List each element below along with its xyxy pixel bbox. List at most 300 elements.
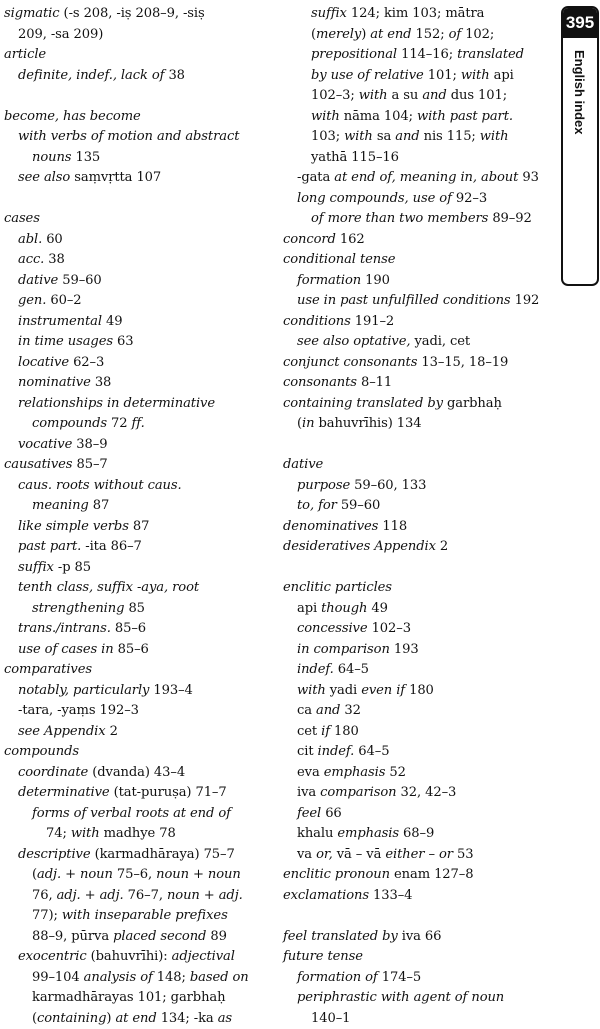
index-text: iva 66 bbox=[398, 929, 442, 944]
index-text: 102; bbox=[461, 27, 494, 42]
index-text: 85–6 bbox=[114, 642, 149, 657]
index-term-italic: purpose bbox=[297, 478, 350, 493]
index-term-italic: trans./intrans. bbox=[18, 621, 111, 636]
index-term-italic: strengthening bbox=[32, 601, 124, 616]
index-line bbox=[4, 373, 272, 394]
index-line bbox=[283, 230, 553, 251]
index-term-italic: notably, particularly bbox=[18, 683, 149, 698]
index-line bbox=[283, 681, 553, 702]
index-text: 85–6 bbox=[111, 621, 146, 636]
index-term-italic: suffix bbox=[18, 560, 54, 575]
index-line bbox=[283, 66, 553, 87]
index-text: ca bbox=[297, 703, 316, 718]
index-line bbox=[283, 742, 553, 763]
index-term-italic: with bbox=[71, 826, 100, 841]
index-term-italic: translated bbox=[457, 47, 524, 62]
index-term-italic: with bbox=[311, 109, 340, 124]
index-text: garbhaḥ bbox=[443, 396, 502, 411]
index-spacer bbox=[283, 558, 553, 579]
index-term-italic: forms of verbal roots at end of bbox=[32, 806, 231, 821]
index-term-italic: denominatives bbox=[283, 519, 378, 534]
index-text: 49 bbox=[102, 314, 123, 329]
index-line bbox=[4, 230, 272, 251]
index-term-italic: conditional tense bbox=[283, 252, 395, 267]
index-text: 85–7 bbox=[72, 457, 107, 472]
index-text: ) bbox=[361, 27, 370, 42]
index-term-italic: containing bbox=[37, 1011, 106, 1026]
index-text: 192 bbox=[511, 293, 540, 308]
index-term-italic: concessive bbox=[297, 621, 368, 636]
index-line bbox=[4, 209, 272, 230]
index-text: 64–5 bbox=[354, 744, 389, 759]
index-line bbox=[4, 742, 272, 763]
index-term-italic: exclamations bbox=[283, 888, 369, 903]
index-line bbox=[4, 804, 272, 825]
index-term-italic: instrumental bbox=[18, 314, 102, 329]
index-line bbox=[4, 496, 272, 517]
index-term-italic: with bbox=[297, 683, 326, 698]
index-text: 174–5 bbox=[378, 970, 421, 985]
index-line bbox=[283, 25, 553, 46]
index-term-italic: exocentric bbox=[18, 949, 87, 964]
index-text: sa bbox=[373, 129, 395, 144]
index-line bbox=[4, 168, 272, 189]
index-term-italic: vocative bbox=[18, 437, 72, 452]
index-term-italic: past part. bbox=[18, 539, 81, 554]
index-line bbox=[283, 168, 553, 189]
index-line bbox=[283, 496, 553, 517]
index-text: nāma 104; bbox=[340, 109, 417, 124]
index-text: 89–92 bbox=[488, 211, 531, 226]
index-text: 124; kim 103; mātra bbox=[347, 6, 485, 21]
index-line bbox=[4, 845, 272, 866]
index-line bbox=[4, 865, 272, 886]
index-text: 32 bbox=[340, 703, 361, 718]
index-line bbox=[283, 45, 553, 66]
index-term-italic: with bbox=[359, 88, 388, 103]
index-term-italic: desideratives Appendix bbox=[283, 539, 436, 554]
index-line bbox=[4, 107, 272, 128]
index-term-italic: see also optative, bbox=[297, 334, 410, 349]
index-text: 49 bbox=[367, 601, 388, 616]
index-line bbox=[4, 332, 272, 353]
index-line bbox=[4, 45, 272, 66]
index-line bbox=[283, 189, 553, 210]
index-text: 148; bbox=[153, 970, 190, 985]
index-term-italic: with bbox=[480, 129, 509, 144]
index-term-italic: with bbox=[344, 129, 373, 144]
index-text: saṃvṛtta 107 bbox=[70, 170, 161, 185]
index-text: api bbox=[297, 601, 321, 616]
index-term-italic: feel bbox=[297, 806, 321, 821]
index-line bbox=[283, 271, 553, 292]
index-line bbox=[4, 250, 272, 271]
index-term-italic: merely bbox=[316, 27, 361, 42]
index-line bbox=[4, 968, 272, 989]
index-line bbox=[4, 537, 272, 558]
index-line bbox=[4, 763, 272, 784]
index-text: 99–104 bbox=[32, 970, 84, 985]
index-text: 32, 42–3 bbox=[396, 785, 456, 800]
index-term-italic: consonants bbox=[283, 375, 357, 390]
index-text: 118 bbox=[378, 519, 407, 534]
index-line bbox=[4, 4, 272, 25]
index-text: 140–1 bbox=[311, 1011, 350, 1026]
index-text: 191–2 bbox=[351, 314, 394, 329]
index-line bbox=[4, 1009, 272, 1029]
index-line bbox=[4, 517, 272, 538]
index-text: ( bbox=[297, 416, 302, 431]
index-term-italic: prepositional bbox=[311, 47, 397, 62]
index-term-italic: definite, indef., lack of bbox=[18, 68, 164, 83]
index-line bbox=[4, 824, 272, 845]
index-term-italic: acc. bbox=[18, 252, 44, 267]
index-line bbox=[283, 701, 553, 722]
index-text: 103; bbox=[311, 129, 344, 144]
index-line bbox=[283, 988, 553, 1009]
index-term-italic: coordinate bbox=[18, 765, 88, 780]
index-line bbox=[4, 988, 272, 1009]
index-text: 38–9 bbox=[72, 437, 107, 452]
index-text: 92–3 bbox=[452, 191, 487, 206]
section-tab-label: English index bbox=[572, 50, 587, 135]
index-text: cet bbox=[297, 724, 321, 739]
index-text: 190 bbox=[361, 273, 390, 288]
index-text: eva bbox=[297, 765, 324, 780]
index-text: 193 bbox=[390, 642, 419, 657]
index-line bbox=[4, 619, 272, 640]
index-text: 193–4 bbox=[149, 683, 192, 698]
index-term-italic: even if bbox=[361, 683, 405, 698]
index-line bbox=[4, 701, 272, 722]
index-text: 64–5 bbox=[334, 662, 369, 677]
index-line bbox=[4, 640, 272, 661]
index-line bbox=[283, 476, 553, 497]
index-text: yadi, cet bbox=[410, 334, 470, 349]
index-line bbox=[4, 291, 272, 312]
index-line bbox=[283, 4, 553, 25]
index-term-italic: and bbox=[316, 703, 340, 718]
index-term-italic: and bbox=[422, 88, 446, 103]
index-text: 114–16; bbox=[397, 47, 457, 62]
index-term-italic: causatives bbox=[4, 457, 72, 472]
index-term-italic: enclitic particles bbox=[283, 580, 392, 595]
index-text: 88–9, pūrva bbox=[32, 929, 113, 944]
index-text: 8–11 bbox=[357, 375, 392, 390]
index-text: (bahuvrīhi): bbox=[87, 949, 172, 964]
index-text: (tat-puruṣa) 71–7 bbox=[110, 785, 227, 800]
index-text: 38 bbox=[164, 68, 185, 83]
index-line bbox=[283, 619, 553, 640]
index-text: yadi bbox=[326, 683, 362, 698]
index-text: 62–3 bbox=[69, 355, 104, 370]
index-term-italic: enclitic pronoun bbox=[283, 867, 390, 882]
index-term-italic: either – or bbox=[385, 847, 453, 862]
index-text: 93 bbox=[518, 170, 539, 185]
index-line bbox=[4, 455, 272, 476]
index-line bbox=[283, 414, 553, 435]
index-line bbox=[283, 968, 553, 989]
index-text: 59–60 bbox=[337, 498, 380, 513]
index-term-italic: conditions bbox=[283, 314, 351, 329]
index-term-italic: indef. bbox=[318, 744, 355, 759]
index-term-italic: relationships in determinative bbox=[18, 396, 215, 411]
index-text: 75–6, bbox=[113, 867, 156, 882]
index-line bbox=[283, 824, 553, 845]
index-line bbox=[283, 312, 553, 333]
index-term-italic: with verbs of motion and abstract bbox=[18, 129, 239, 144]
index-text: bahuvrīhis) 134 bbox=[314, 416, 421, 431]
index-spacer bbox=[4, 86, 272, 107]
index-term-italic: at end bbox=[370, 27, 411, 42]
index-text: 85 bbox=[124, 601, 145, 616]
index-text: 66 bbox=[321, 806, 342, 821]
index-text: ) bbox=[106, 1011, 115, 1026]
index-term-italic: if bbox=[321, 724, 330, 739]
index-line bbox=[4, 886, 272, 907]
index-text: khalu bbox=[297, 826, 337, 841]
index-term-italic: tenth class, suffix -aya, root bbox=[18, 580, 199, 595]
index-line bbox=[4, 312, 272, 333]
index-line bbox=[4, 476, 272, 497]
index-term-italic: cases bbox=[4, 211, 40, 226]
index-line bbox=[283, 517, 553, 538]
index-line bbox=[4, 148, 272, 169]
index-line bbox=[283, 332, 553, 353]
index-term-italic: see Appendix bbox=[18, 724, 106, 739]
index-line bbox=[283, 86, 553, 107]
index-text: 89 bbox=[206, 929, 227, 944]
index-text: 133–4 bbox=[369, 888, 412, 903]
index-term-italic: comparatives bbox=[4, 662, 92, 677]
index-term-italic: based on bbox=[190, 970, 249, 985]
index-line bbox=[4, 578, 272, 599]
index-line bbox=[4, 927, 272, 948]
index-text: va bbox=[297, 847, 316, 862]
index-term-italic: with bbox=[461, 68, 490, 83]
index-line bbox=[283, 947, 553, 968]
index-line bbox=[283, 865, 553, 886]
index-line bbox=[4, 66, 272, 87]
index-line bbox=[4, 435, 272, 456]
index-term-italic: descriptive bbox=[18, 847, 91, 862]
index-text: ( bbox=[311, 27, 316, 42]
index-term-italic: gen. bbox=[18, 293, 46, 308]
index-text: 135 bbox=[71, 150, 100, 165]
index-line bbox=[283, 886, 553, 907]
index-term-italic: use of cases in bbox=[18, 642, 114, 657]
index-text: madhye 78 bbox=[100, 826, 176, 841]
index-line bbox=[283, 640, 553, 661]
index-term-italic: suffix bbox=[311, 6, 347, 21]
index-line bbox=[4, 906, 272, 927]
index-term-italic: to, for bbox=[297, 498, 337, 513]
index-column-left bbox=[4, 4, 272, 1029]
page-number: 395 bbox=[563, 8, 597, 38]
index-term-italic: abl. bbox=[18, 232, 42, 247]
index-term-italic: adjectival bbox=[172, 949, 235, 964]
index-text: 152; bbox=[411, 27, 448, 42]
index-line bbox=[283, 107, 553, 128]
index-line bbox=[283, 291, 553, 312]
index-line bbox=[283, 127, 553, 148]
index-line bbox=[4, 783, 272, 804]
index-term-italic: indef. bbox=[297, 662, 334, 677]
index-line bbox=[283, 599, 553, 620]
index-term-italic: noun + adj. bbox=[167, 888, 243, 903]
index-term-italic: formation bbox=[297, 273, 361, 288]
index-line bbox=[4, 947, 272, 968]
index-text: 13–15, 18–19 bbox=[417, 355, 508, 370]
index-line bbox=[4, 25, 272, 46]
index-text: -p 85 bbox=[54, 560, 91, 575]
index-text: 68–9 bbox=[399, 826, 434, 841]
index-term-italic: placed second bbox=[113, 929, 206, 944]
index-line bbox=[283, 1009, 553, 1029]
index-term-italic: dative bbox=[18, 273, 58, 288]
index-line bbox=[4, 660, 272, 681]
index-line bbox=[4, 394, 272, 415]
index-line bbox=[283, 804, 553, 825]
index-text: 2 bbox=[436, 539, 448, 554]
index-spacer bbox=[4, 189, 272, 210]
index-text: 53 bbox=[453, 847, 474, 862]
index-text: -tara, -yaṃs 192–3 bbox=[18, 703, 139, 718]
index-text: vā – vā bbox=[333, 847, 386, 862]
index-term-italic: of more than two members bbox=[311, 211, 488, 226]
index-text: 59–60, 133 bbox=[350, 478, 426, 493]
index-term-italic: use in past unfulfilled conditions bbox=[297, 293, 511, 308]
index-text: 180 bbox=[405, 683, 434, 698]
index-text: ( bbox=[32, 1011, 37, 1026]
index-term-italic: nominative bbox=[18, 375, 91, 390]
index-text: 2 bbox=[106, 724, 118, 739]
index-text: 101; bbox=[424, 68, 461, 83]
index-term-italic: compounds bbox=[32, 416, 107, 431]
index-line bbox=[283, 455, 553, 476]
index-text: 87 bbox=[89, 498, 110, 513]
index-term-italic: of bbox=[449, 27, 462, 42]
section-tab bbox=[561, 6, 599, 286]
index-term-italic: emphasis bbox=[324, 765, 386, 780]
index-text: 134; -ka bbox=[157, 1011, 218, 1026]
index-line bbox=[4, 599, 272, 620]
index-term-italic: analysis of bbox=[84, 970, 153, 985]
index-column-right bbox=[283, 4, 553, 1029]
index-line bbox=[283, 394, 553, 415]
index-term-italic: adj. + noun bbox=[37, 867, 113, 882]
index-text: 72 bbox=[107, 416, 128, 431]
index-text: enam 127–8 bbox=[390, 867, 474, 882]
index-text: 102–3 bbox=[368, 621, 411, 636]
index-term-italic: long compounds, use of bbox=[297, 191, 452, 206]
index-term-italic: formation of bbox=[297, 970, 378, 985]
index-term-italic: at end bbox=[115, 1011, 156, 1026]
index-term-italic: emphasis bbox=[337, 826, 399, 841]
index-term-italic: with past part. bbox=[417, 109, 513, 124]
index-text: 77); bbox=[32, 908, 62, 923]
index-text: ( bbox=[32, 867, 37, 882]
index-line bbox=[4, 353, 272, 374]
index-term-italic: compounds bbox=[4, 744, 79, 759]
index-term-italic: with inseparable prefixes bbox=[62, 908, 228, 923]
index-term-italic: locative bbox=[18, 355, 69, 370]
index-term-italic: future tense bbox=[283, 949, 363, 964]
index-text: 60 bbox=[42, 232, 63, 247]
index-line bbox=[283, 209, 553, 230]
index-term-italic: concord bbox=[283, 232, 336, 247]
index-text: 60–2 bbox=[46, 293, 81, 308]
index-spacer bbox=[283, 906, 553, 927]
index-line bbox=[283, 250, 553, 271]
index-line bbox=[283, 660, 553, 681]
index-term-italic: or, bbox=[316, 847, 333, 862]
index-text: 59–60 bbox=[58, 273, 101, 288]
index-text: -ita 86–7 bbox=[81, 539, 142, 554]
index-term-italic: as bbox=[218, 1011, 232, 1026]
index-text: 209, -sa 209) bbox=[18, 27, 103, 42]
index-line bbox=[283, 763, 553, 784]
index-text: cit bbox=[297, 744, 318, 759]
index-text: (-s 208, -iṣ 208–9, -siṣ bbox=[60, 6, 205, 21]
index-text: (dvanda) 43–4 bbox=[88, 765, 185, 780]
index-text: 162 bbox=[336, 232, 365, 247]
index-term-italic: adj. + adj. bbox=[57, 888, 124, 903]
index-text: (karmadhāraya) 75–7 bbox=[91, 847, 235, 862]
index-text: 74; bbox=[46, 826, 71, 841]
index-text: 38 bbox=[44, 252, 65, 267]
index-text: dus 101; bbox=[447, 88, 507, 103]
index-text: api bbox=[490, 68, 514, 83]
index-term-italic: determinative bbox=[18, 785, 110, 800]
index-line bbox=[283, 148, 553, 169]
index-term-italic: though bbox=[321, 601, 367, 616]
index-term-italic: feel translated by bbox=[283, 929, 398, 944]
index-term-italic: ff. bbox=[128, 416, 145, 431]
index-term-italic: by use of relative bbox=[311, 68, 424, 83]
index-term-italic: sigmatic bbox=[4, 6, 60, 21]
index-term-italic: noun + noun bbox=[156, 867, 241, 882]
index-term-italic: and bbox=[395, 129, 419, 144]
index-term-italic: dative bbox=[283, 457, 323, 472]
index-term-italic: in time usages bbox=[18, 334, 113, 349]
index-text: a su bbox=[387, 88, 422, 103]
index-term-italic: at end of, meaning in, about bbox=[334, 170, 518, 185]
index-term-italic: conjunct consonants bbox=[283, 355, 417, 370]
index-text: karmadhārayas 101; garbhaḥ bbox=[32, 990, 225, 1005]
index-term-italic: meaning bbox=[32, 498, 89, 513]
index-text: 76–7, bbox=[124, 888, 167, 903]
index-term-italic: containing translated by bbox=[283, 396, 443, 411]
index-term-italic: become, has become bbox=[4, 109, 141, 124]
index-line bbox=[4, 127, 272, 148]
index-text: 180 bbox=[330, 724, 359, 739]
index-text: 63 bbox=[113, 334, 134, 349]
index-term-italic: in comparison bbox=[297, 642, 390, 657]
index-text: iva bbox=[297, 785, 320, 800]
index-line bbox=[4, 681, 272, 702]
index-line bbox=[4, 558, 272, 579]
index-line bbox=[283, 927, 553, 948]
index-term-italic: periphrastic with agent of noun bbox=[297, 990, 504, 1005]
index-text: 87 bbox=[129, 519, 150, 534]
index-text: -gata bbox=[297, 170, 334, 185]
index-line bbox=[283, 845, 553, 866]
index-line bbox=[283, 537, 553, 558]
index-line bbox=[283, 722, 553, 743]
index-line bbox=[4, 271, 272, 292]
index-term-italic: in bbox=[302, 416, 314, 431]
